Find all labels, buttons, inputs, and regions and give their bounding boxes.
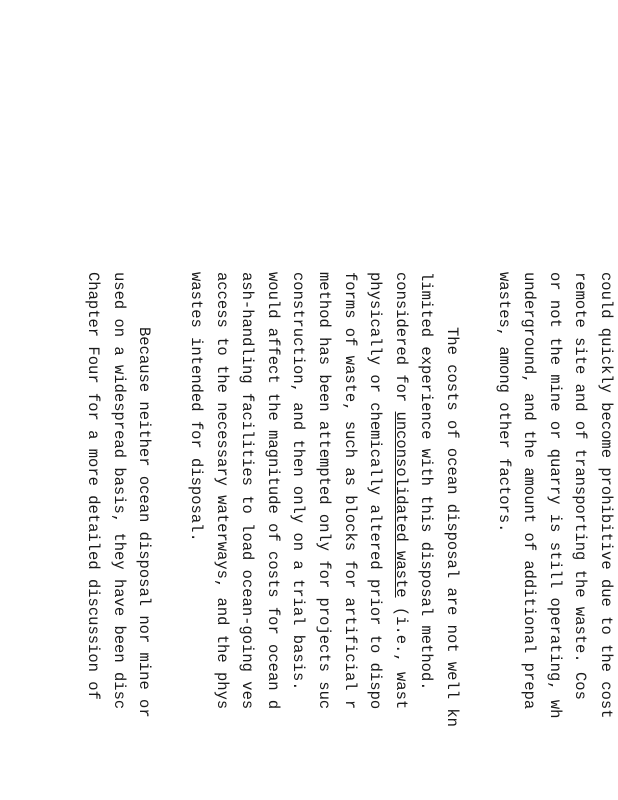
- p2-line-2: limited experience with this disposal method.: [417, 272, 436, 691]
- p1-line-4: underground, and the amount of additional prepa: [520, 272, 539, 710]
- p2-line-4: physically or chemically altered prior to dispo: [366, 272, 385, 710]
- p3-line-3: Chapter Four for a more detailed discussion of: [84, 272, 103, 700]
- p1-line-5: wastes, among other factors.: [494, 272, 513, 533]
- p2-line-8: would affect the magnitude of costs for ocean d: [263, 272, 282, 710]
- p1-line-3: or not the mine or quarry is still operating, wh: [545, 272, 564, 719]
- p3-line-2: used on a widespread basis, they have been disc: [109, 272, 128, 710]
- rotated-text-block: [80, 272, 618, 800]
- p2-line-6: method has been attempted only for projects suc: [315, 272, 334, 710]
- underlined-term: unconsolidated waste: [391, 411, 410, 598]
- p2-line-3-pre: considered for: [391, 272, 410, 412]
- p2-line-10: access to the necessary waterways, and the phys: [212, 272, 231, 710]
- p2-line-7: construction, and then only on a trial basis.: [289, 272, 308, 691]
- paragraph-gap: [157, 272, 183, 800]
- p2-line-1: The costs of ocean disposal are not well kn: [443, 327, 462, 727]
- p1-line-2: remote site and of transporting the waste. Cos: [571, 272, 590, 700]
- p2-line-3-post: (i.e., wast: [391, 597, 410, 710]
- paragraph-gap: [464, 272, 490, 800]
- p2-line-5: forms of waste, such as blocks for artificial r: [340, 272, 359, 710]
- p3-line-1: Because neither ocean disposal nor mine or: [135, 327, 154, 718]
- p1-line-1: could quickly become prohibitive due to the cost: [597, 272, 615, 719]
- p2-line-11: wastes intended for disposal.: [187, 272, 206, 542]
- p2-line-9: ash-handling facilities to load ocean-going ves: [238, 272, 257, 710]
- p2-line-3: [387, 272, 413, 800]
